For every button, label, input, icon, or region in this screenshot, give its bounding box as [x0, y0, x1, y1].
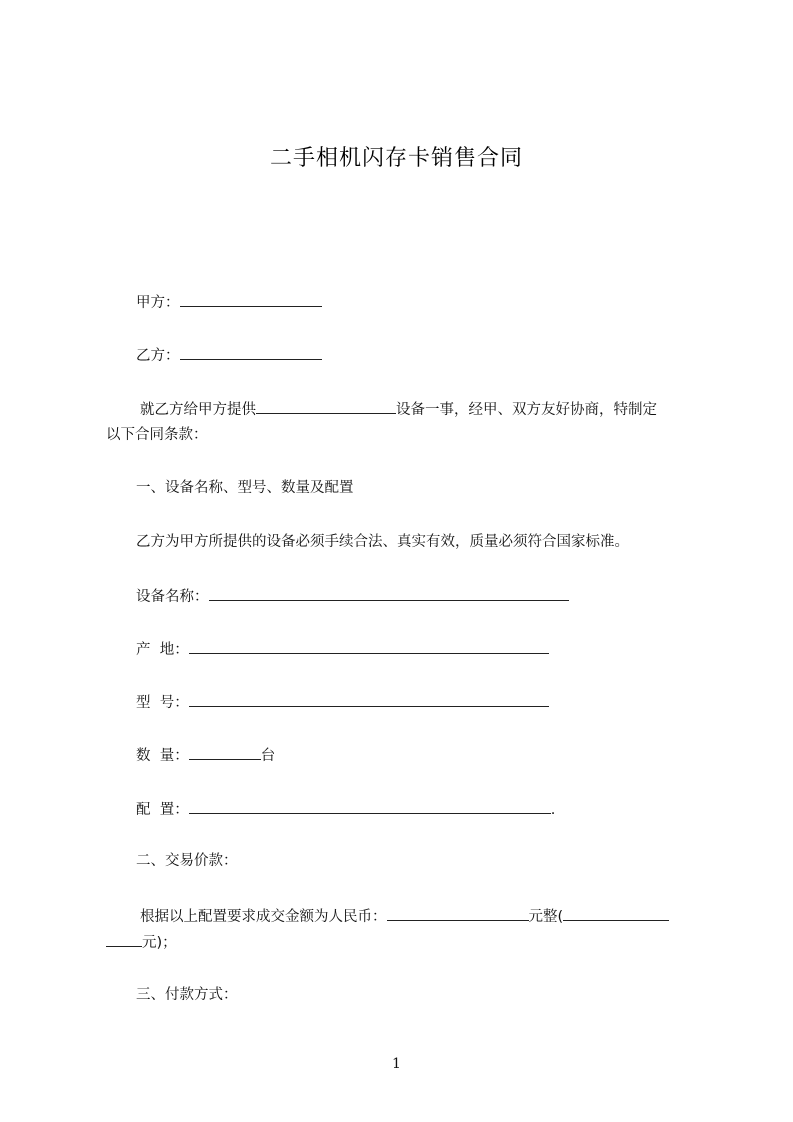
quantity-line [136, 744, 275, 766]
price-text-2: 元整( [528, 909, 564, 925]
quantity-label: 数 量： [136, 748, 189, 764]
section-2-heading: 二、交易价款： [136, 853, 238, 869]
device-name-label: 设备名称： [136, 589, 209, 605]
origin-label: 产 地： [136, 642, 189, 658]
model-line [136, 691, 549, 713]
price-amount-blank [387, 905, 529, 921]
party-b-label: 乙方： [136, 348, 180, 364]
price-words-blank [563, 905, 669, 921]
price-line-1 [140, 905, 669, 927]
model-blank [189, 691, 549, 707]
quantity-unit: 台 [260, 748, 276, 764]
party-b-blank [180, 344, 322, 360]
document-title: 二手相机闪存卡销售合同 [269, 146, 523, 171]
model-label: 型 号： [136, 695, 189, 711]
intro-device-blank [256, 398, 396, 414]
price-text-1: 根据以上配置要求成交金额为人民币： [140, 909, 387, 925]
party-a-blank [180, 291, 322, 307]
section-1-text: 乙方为甲方所提供的设备必须手续合法、真实有效，质量必须符合国家标准。 [136, 534, 629, 550]
config-label: 配 置： [136, 802, 189, 818]
config-blank [189, 798, 551, 814]
party-b-line [136, 344, 322, 366]
origin-line [136, 638, 549, 660]
party-a-line [136, 291, 322, 313]
page-number: 1 [392, 1056, 401, 1072]
party-a-label: 甲方： [136, 295, 180, 311]
quantity-blank [189, 744, 261, 760]
price-words-blank-cont [106, 931, 142, 947]
intro-line-2: 以下合同条款： [106, 427, 208, 443]
device-name-line [136, 585, 569, 607]
price-line-2 [106, 931, 177, 953]
price-text-3: 元)； [142, 935, 177, 951]
device-name-blank [209, 585, 569, 601]
section-3-heading: 三、付款方式： [136, 987, 238, 1003]
intro-line-1 [140, 398, 657, 420]
intro-text-2: 设备一事，经甲、双方友好协商，特制定 [396, 402, 657, 418]
origin-blank [189, 638, 549, 654]
intro-text-1: 就乙方给甲方提供 [140, 402, 256, 418]
config-line [136, 798, 555, 820]
section-1-heading: 一、设备名称、型号、数量及配置 [136, 480, 354, 496]
config-end: . [550, 802, 556, 818]
